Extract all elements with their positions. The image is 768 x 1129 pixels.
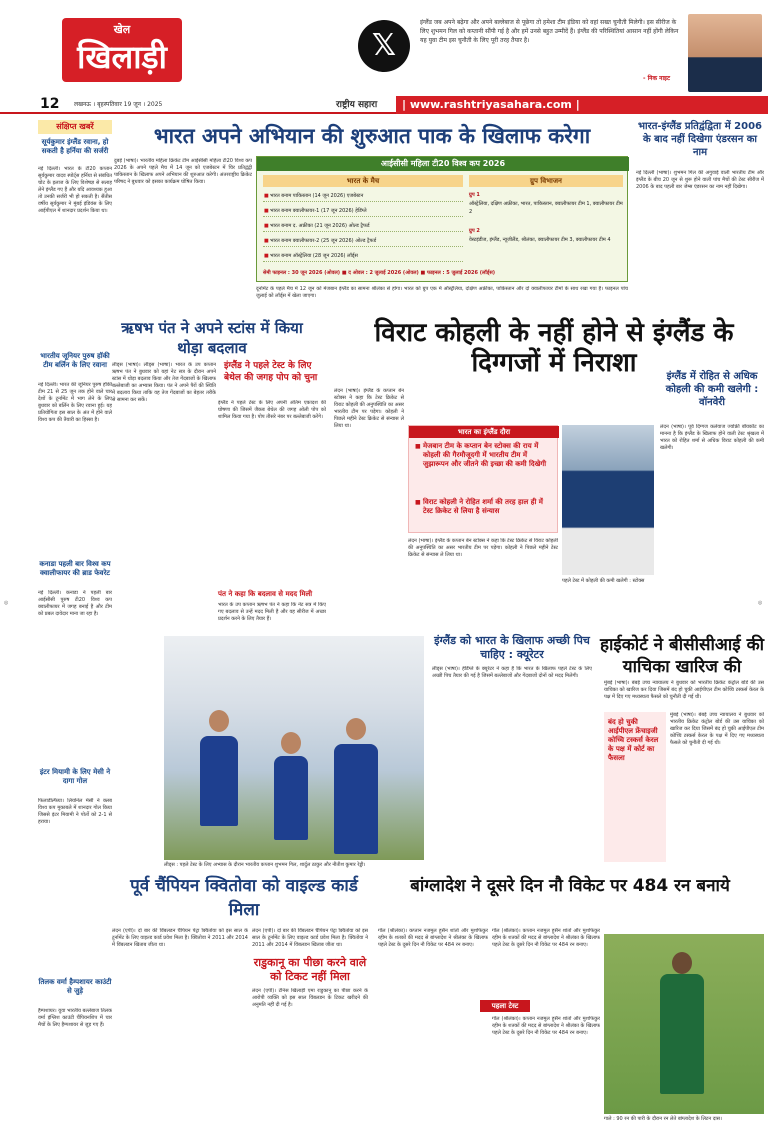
kvitova-headline: पूर्व चैंपियन क्वितोवा को वाइल्ड कार्ड मिला (130, 876, 358, 920)
kohli-point: ■ मेजबान टीम के कप्तान बेन स्टोक्स की राय में कोहली की गैरमौजूदगी में भारतीय टीम में जुझारूपन और जीतने की इच्छा की कमी दिखेगी (415, 442, 555, 469)
pant-body: भारत के उप कप्तान ऋषभ पंत ने कहा कि नेट सत्र में किए गए बदलाव से उन्हें मदद मिली है और वह सीरीज में अच्छा प्रदर्शन करने के लिए तैयार हैं। (218, 602, 326, 622)
litton-das-caption: गाले : 90 रन की पारी के दौरान रन लेते बांग्लादेश के लिटन दास। (604, 1116, 722, 1122)
bangladesh-headline: बांग्लादेश ने दूसरे दिन नौ विकेट पर 484 रन बनाये (410, 876, 730, 896)
brief-headline: कनाडा पहली बार विश्व कप क्वालीफायर की ब्राड फेवरेट (39, 560, 111, 577)
registration-mark: ◎ (758, 600, 763, 606)
pant-subheadline: पंत ने कहा कि बदलाव से मदद मिली (218, 590, 313, 598)
top-story-body: दूर्नामेंट के पहले मैच में 12 जून को मेजबान इंग्लैंड का सामना श्रीलंका से होगा। भारत को ग्रुप एक में ऑस्ट्रेलिया, दक्षिण अफ्रीका, पाकिस्तान और दो क्वालीफायर टीमों के साथ रखा गया है। फाइनल पांच जुलाई को लॉर्ड्स में खेला जाएगा। (256, 286, 628, 299)
anderson-headline: भारत-इंग्लैंड प्रतिद्वंद्विता में 2006 के बाद नहीं दिखेगा एंडरसन का नाम (637, 121, 763, 158)
player-head (281, 732, 301, 754)
brief-headline: इंटर मियामी के लिए मेसी ने दागा गोल (39, 768, 111, 785)
t20-match-row: ■ भारत बनाम ऑस्ट्रेलिया (28 जून 2026) लॉर्ड्स (263, 251, 463, 262)
t20-schedule-box (256, 156, 628, 282)
player-figure (334, 744, 378, 854)
boycott-body: लंदन (भाषा)। पूर्व दिग्गज कलेवाज ज्योफ्री बॉयकॉट का मानना है कि इंग्लैंड के खिलाफ होने वाली टेस्ट श्रृंखला में भारत को रोहित शर्मा से अधिक विराट कोहली की कमी खलेगी। (660, 424, 764, 451)
kohli-point: ■ विराट कोहली ने रोहित शर्मा की तरह हाल ही में टेस्ट क्रिकेट से लिया है संन्यास (415, 498, 555, 516)
rishabh-headline: ऋषभ पंत ने अपने स्टांस में किया थोड़ा बदलाव (121, 319, 303, 357)
stokes-photo (562, 425, 654, 575)
bangladesh-body-cont: गॉल (श्रीलंका)। कप्तान नजमुल हुसैन शांतो और मुशफिकुर रहीम के शतकों की मदद से बांग्लादेश ने श्रीलंका के खिलाफ पहले टेस्ट के दूसरे दिन नौ विकेट पर 484 रन बनाए। (492, 1016, 600, 1036)
logo-small-text: खेल (113, 23, 131, 36)
sahara-logo: राष्ट्रीय सहारा (336, 100, 378, 110)
quote-author: - निक नाइट (642, 75, 670, 82)
t20-knockout-dates: सेमी फाइनल : 30 जून 2026 (ओवल) ■ द ओवल : 2 जुलाई 2026 (ओवल) ■ फाइनल : 5 जुलाई 2026 (लॉर्ड्स) (263, 270, 496, 276)
anderson-body: नई दिल्ली (भाषा)। शुभमन गिल की अगुवाई वाली भारतीय टीम और इंग्लैंड के बीच 20 जून से शुरू होने वाली पांच मैचों की टेस्ट सीरीज में 2006 के बाद पहली बार जेम्स एंडरसन का नाम नहीं दिखेगा। (636, 170, 764, 190)
curator-body: लीड्स (भाषा)। हेडिंग्ले के क्यूरेटर ने कहा है कि भारत के खिलाफ पहले टेस्ट के लिए अच्छी पिच तैयार की गई है जिसमें बल्लेबाजों और गेंदबाजों दोनों को मदद मिलेगी। (432, 666, 592, 679)
india-matches-head: भारत के मैच (263, 175, 463, 187)
brief-headline: तिलक वर्मा हैम्पशायर काउंटी से जुड़े (38, 978, 112, 995)
high-court-headline: हाईकोर्ट ने बीसीसीआई की याचिका खारिज की (599, 635, 765, 677)
kvitova-body-cont: लंदन (एपी)। दो बार की विंबलडन चैंपियन पेट्रा क्वितोवा को इस साल के टूर्नामेंट के लिए वाइल्ड कार्ड प्रवेश मिला है। क्वितोवा ने 2011 और 2014 में विंबलडन खिताब जीता था। (252, 928, 368, 948)
sidebar-header: संक्षिप्त खबरें (38, 120, 112, 134)
page-number: 12 (40, 96, 60, 112)
brief-headline: भारतीय जूनियर पुरुष हॉकी टीम बर्लिन के लिए रवाना (40, 352, 110, 369)
website-link[interactable]: | www.rashtriyasahara.com | (396, 96, 768, 114)
page-date: लखनऊ । बृहस्पतिवार 19 जून । 2025 (74, 101, 163, 108)
kohli-highlight-box (408, 425, 558, 533)
brief-body: नई दिल्ली। भारत की जूनियर पुरुष हॉकी टीम 21 से 25 जून तक होने वाले चार देशों के टूर्नामेंट में भाग लेने के लिए बुधवार को बर्लिन के लिए रवाना हुई। यह प्रतियोगिता इस साल के अंत में होने वाले विश्व कप की तैयारी का हिस्सा है। (38, 382, 112, 423)
raducanu-body: लंदन (एपी)। टेनिस खिलाड़ी एमा राडुकानू का पीछा करने के आरोपी व्यक्ति को इस साल विंबलडन के टिकट खरीदने की अनुमति नहीं दी गई है। (252, 988, 368, 1008)
curator-headline: इंग्लैंड को भारत के खिलाफ अच्छी पिच चाहिए : क्यूरेटर (434, 634, 590, 661)
practice-photo-caption: लीड्स : पहले टेस्ट के लिए अभ्यास के दौरान भारतीय कप्तान शुभमन गिल, शार्दुल ठाकुर और नीतीश कुमार रेड्डी। (164, 862, 366, 868)
kohli-body: लंदन (भाषा)। इंग्लैंड के कप्तान बेन स्टोक्स ने कहा कि टेस्ट क्रिकेट से विराट कोहली की अनुपस्थिति का असर भारतीय टीम पर पड़ेगा। कोहली ने पिछले महीने टेस्ट क्रिकेट से संन्यास ले लिया था। (334, 388, 404, 429)
logo-big-text: खिलाड़ी (77, 38, 167, 76)
pope-body: इंग्लैंड ने पहले टेस्ट के लिए अपनी अंतिम एकादश की घोषणा की जिसमें जैकब बेथेल की जगह ओली पोप को शामिल किया गया है। पोप तीसरे नंबर पर बल्लेबाजी करेंगे। (218, 400, 326, 420)
group-2-teams: वेस्टइंडीज, इंग्लैंड, न्यूजीलैंड, श्रीलंका, क्वालीफायर टीम 3, क्वालीफायर टीम 4 (469, 237, 611, 243)
litton-das-photo (604, 934, 764, 1114)
kvitova-body: लंदन (एपी)। दो बार की विंबलडन चैंपियन पेट्रा क्वितोवा को इस साल के टूर्नामेंट के लिए वाइल्ड कार्ड प्रवेश मिला है। क्वितोवा ने 2011 और 2014 में विंबलडन खिताब जीता था। (112, 928, 248, 948)
page-strip (0, 94, 768, 114)
group-division-head: ग्रुप विभाजन (469, 175, 623, 187)
sidebar-briefs (38, 120, 112, 1120)
t20-schedule-title: आईसीसी महिला टी20 विश्व कप 2026 (257, 157, 629, 171)
nick-knight-photo (688, 14, 762, 92)
high-court-body-cont: मुंबई (भाषा)। बंबई उच्च न्यायालय ने बुधवार को भारतीय क्रिकेट कंट्रोल बोर्ड की उस याचिका को खारिज कर दिया जिसमें बंद हो चुकी आईपीएल टीम कोच्चि टस्कर्स केरल के पक्ष में दिए गए मध्यस्थता फैसले को चुनौती दी गई थी। (670, 712, 764, 746)
kohli-body-cont: लंदन (भाषा)। इंग्लैंड के कप्तान बेन स्टोक्स ने कहा कि टेस्ट क्रिकेट से विराट कोहली की अनुपस्थिति का असर भारतीय टीम पर पड़ेगा। कोहली ने पिछले महीने टेस्ट क्रिकेट से संन्यास ले लिया था। (408, 538, 558, 558)
t20-match-row: ■ भारत बनाम पाकिस्तान (14 जून 2026) एजबेस्टन (263, 191, 463, 202)
player-head (346, 718, 366, 740)
high-court-box-text: बंद हो चुकी आईपीएल फ्रेंचाइजी कोच्चि टस्कर्स केरल के पक्ष में कोर्ट का फैसला (608, 718, 659, 762)
high-court-body: मुंबई (भाषा)। बंबई उच्च न्यायालय ने बुधवार को भारतीय क्रिकेट कंट्रोल बोर्ड की उस याचिका को खारिज कर दिया जिसमें बंद हो चुकी आईपीएल टीम कोच्चि टस्कर्स केरल के पक्ष में दिए गए मध्यस्थता फैसले को चुनौती दी गई थी। (604, 680, 764, 700)
top-story-lead: दुबई (भाषा)। भारतीय महिला क्रिकेट टीम आईसीसी महिला टी20 विश्व कप 2026 के अपने पहले मैच में 14 जून को एजबेस्टन में चिर प्रतिद्वंद्वी पाकिस्तान के खिलाफ अपने अभियान की शुरुआत करेगी। अंतरराष्ट्रीय क्रिकेट परिषद ने बुधवार को इसका कार्यक्रम घोषित किया। (114, 158, 252, 185)
player-head (672, 952, 692, 974)
brief-body: फिलाडेल्फिया। लियोनेल मेसी ने क्लब विश्व कप मुकाबले में शानदार गोल किया जिससे इंटर मियामी ने पोर्तो को 2-1 से हराया। (38, 798, 112, 825)
kohli-headline: विराट कोहली के नहीं होने से इंग्लैंड के दिग्गजों में निराशा (374, 318, 734, 378)
group-2-label: ग्रुप 2 (469, 228, 480, 234)
stokes-photo-caption: पहले टेस्ट में कोहली की कमी खलेगी : स्टोक्स (562, 578, 645, 584)
player-figure (200, 736, 238, 826)
brief-body: नई दिल्ली। कनाडा ने पहली बार आईसीसी पुरुष टी20 विश्व कप क्वालीफायर में जगह बनाई है और टीम को प्रबल दावेदार माना जा रहा है। (38, 590, 112, 617)
player-figure (660, 974, 704, 1094)
group-1-label: ग्रुप 1 (469, 192, 480, 198)
brief-body: नई दिल्ली। भारत के टी20 कप्तान सूर्यकुमार यादव स्पोर्ट्स हर्निया से संबंधित चोट के इलाज के लिए विशेषज्ञ से सलाह लेने इंग्लैंड गए हैं और यदि आवश्यक हुआ तो उनकी सर्जरी भी हो सकती है। सैंतीस वर्षीय सूर्यकुमार ने मुंबई इंडियंस के लिए आईपीएल में शानदार प्रदर्शन किया था। (38, 166, 112, 214)
t20-match-row: ■ भारत बनाम द. अफ्रीका (21 जून 2026) ओल्ड ट्रैफर्ड (263, 221, 463, 232)
bangladesh-body-cont: गॉल (श्रीलंका)। कप्तान नजमुल हुसैन शांतो और मुशफिकुर रहीम के शतकों की मदद से बांग्लादेश ने श्रीलंका के खिलाफ पहले टेस्ट के दूसरे दिन नौ विकेट पर 484 रन बनाए। (492, 928, 600, 948)
t20-match-row: ■ भारत बनाम क्वालीफायर-2 (25 जून 2026) ओल्ड ट्रैफर्ड (263, 236, 463, 247)
bangladesh-body: गॉल (श्रीलंका)। कप्तान नजमुल हुसैन शांतो और मुशफिकुर रहीम के शतकों की मदद से बांग्लादेश ने श्रीलंका के खिलाफ पहले टेस्ट के दूसरे दिन नौ विकेट पर 484 रन बनाए। (378, 928, 488, 948)
raducanu-headline: राडुकानू का पीछा करने वाले को टिकट नहीं मिला (253, 956, 367, 983)
practice-photo (164, 636, 424, 860)
rishabh-body: लीड्स (भाषा)। लीड्स (भाषा)। भारत के उप कप्तान ऋषभ पंत ने बुधवार को यहां नेट सत्र के दौरान अपने स्टांस में थोड़ा बदलाव किया और तेज गेंदबाजों के खिलाफ बल्लेबाजी का अभ्यास किया। पंत ने अपने पैरों की स्थिति में बदलाव किया ताकि वह तेज गेंदबाजों का बेहतर तरीके से सामना कर सकें। (112, 362, 216, 403)
brief-headline: सूर्यकुमार इंग्लैंड रवाना, हो सकती है हर्निया की सर्जरी (41, 138, 109, 155)
registration-mark: ◎ (4, 600, 9, 606)
kohli-box-head: भारत का इंग्लैंड दौरा (409, 426, 559, 438)
quote-text: इंग्लैंड जब अपने बढ़ेगा और अपने बल्लेबाज से पूछेगा तो हमेशा टीम इंडिया को वहां सख्त चुनौती मिलेगी। इस सीरीज के लिए शुभमन गिल को कप्तानी सौंपी गई है और हमें उनसे बहुत उम्मीदें हैं। इंग्लैंड की परिस्थितियां आसान नहीं होंगी लेकिन यह युवा टीम इस चुनौती के लिए पूरी तरह तैयार है। (420, 19, 679, 44)
high-court-box (604, 712, 666, 862)
khiladi-logo (62, 18, 182, 82)
t20-match-row: ■ भारत बनाम क्वालीफायर-1 (17 जून 2026) हेडिंग्ले (263, 206, 463, 217)
pope-subheadline: इंग्लैंड ने पहले टेस्ट के लिए बेथेल की जगह पोप को चुना (224, 361, 318, 383)
top-story-headline: भारत अपने अभियान की शुरुआत पाक के खिलाफ करेगा (153, 124, 591, 148)
player-figure (274, 756, 308, 840)
boycott-headline: इंग्लैंड में रोहित से अधिक कोहली की कमी खलेगी : वॉनवेरी (665, 371, 759, 408)
group-1-teams: ऑस्ट्रेलिया, दक्षिण अफ्रीका, भारत, पाकिस्तान, क्वालीफायर टीम 1, क्वालीफायर टीम 2 (469, 201, 623, 215)
first-test-label: पहला टेस्ट (480, 1000, 530, 1012)
brief-body: हैम्पशायर। युवा भारतीय बल्लेबाज तिलक वर्मा इंग्लिश काउंटी चैंपियनशिप में चार मैचों के लिए हैम्पशायर से जुड़ गए हैं। (38, 1008, 112, 1028)
masthead (0, 0, 768, 92)
x-logo-icon: 𝕏 (358, 20, 410, 72)
player-head (209, 710, 229, 732)
